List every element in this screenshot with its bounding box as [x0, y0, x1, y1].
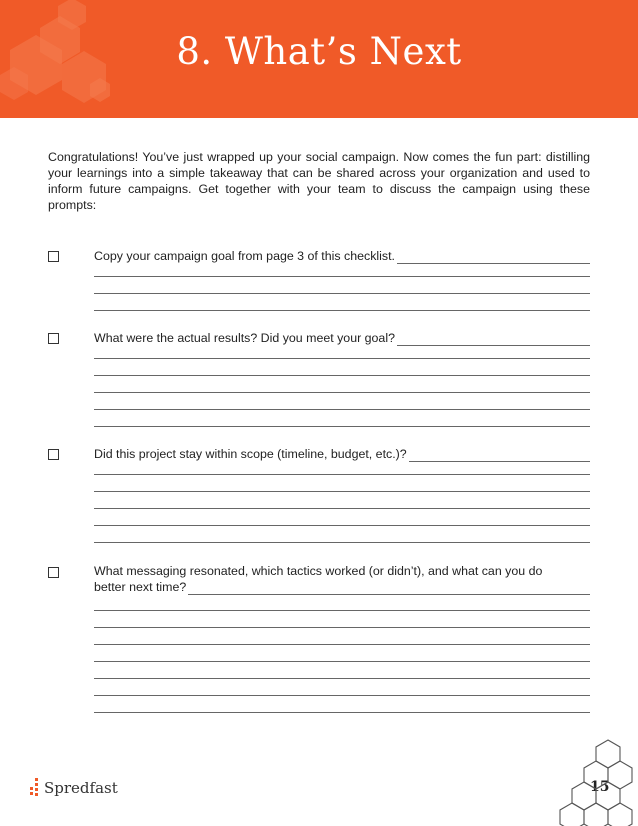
answer-line[interactable] — [94, 525, 590, 526]
answer-line[interactable] — [397, 333, 590, 346]
answer-line[interactable] — [94, 627, 590, 628]
answer-line[interactable] — [94, 508, 590, 509]
answer-line[interactable] — [188, 582, 590, 595]
answer-line[interactable] — [94, 426, 590, 427]
answer-line[interactable] — [94, 695, 590, 696]
answer-line[interactable] — [94, 644, 590, 645]
brand-logo — [28, 778, 118, 798]
answer-line[interactable] — [94, 409, 590, 410]
page-title: 8. What’s Next — [176, 30, 462, 73]
intro-paragraph: Congratulations! You’ve just wrapped up your social campaign. Now comes the fun part: distilling your learnings into a simple takeaway that can be shared across your organization and used to inform future campaigns. Get together with your team to discuss the campaign using these prompts: — [48, 150, 590, 212]
checkbox-4[interactable] — [48, 567, 59, 578]
answer-line[interactable] — [94, 358, 590, 359]
spredfast-dots-icon — [28, 778, 40, 798]
answer-line[interactable] — [94, 392, 590, 393]
checkbox-2[interactable] — [48, 333, 59, 344]
brand-name: Spredfast — [44, 779, 118, 797]
answer-line[interactable] — [94, 542, 590, 543]
answer-line[interactable] — [94, 661, 590, 662]
answer-line[interactable] — [94, 310, 590, 311]
checkbox-1[interactable] — [48, 251, 59, 262]
answer-line[interactable] — [94, 712, 590, 713]
hexagon-outline-decoration — [556, 738, 638, 826]
prompt-text-3: Did this project stay within scope (timeline, budget, etc.)? — [94, 447, 407, 461]
answer-line[interactable] — [94, 375, 590, 376]
answer-line[interactable] — [94, 474, 590, 475]
answer-line[interactable] — [94, 678, 590, 679]
answer-line[interactable] — [409, 449, 590, 462]
prompt-text-2: What were the actual results? Did you meet your goal? — [94, 331, 395, 345]
answer-line[interactable] — [94, 293, 590, 294]
page-number: 15 — [590, 779, 610, 795]
prompt-text-4-line-1: What messaging resonated, which tactics worked (or didn’t), and what can you do — [94, 564, 543, 578]
answer-line[interactable] — [94, 610, 590, 611]
prompt-text-4-line-2: better next time? — [94, 580, 187, 594]
prompt-text-1: Copy your campaign goal from page 3 of this checklist. — [94, 249, 395, 263]
answer-line[interactable] — [94, 276, 590, 277]
answer-line[interactable] — [397, 251, 590, 264]
checkbox-3[interactable] — [48, 449, 59, 460]
answer-line[interactable] — [94, 491, 590, 492]
header-banner — [0, 0, 638, 118]
